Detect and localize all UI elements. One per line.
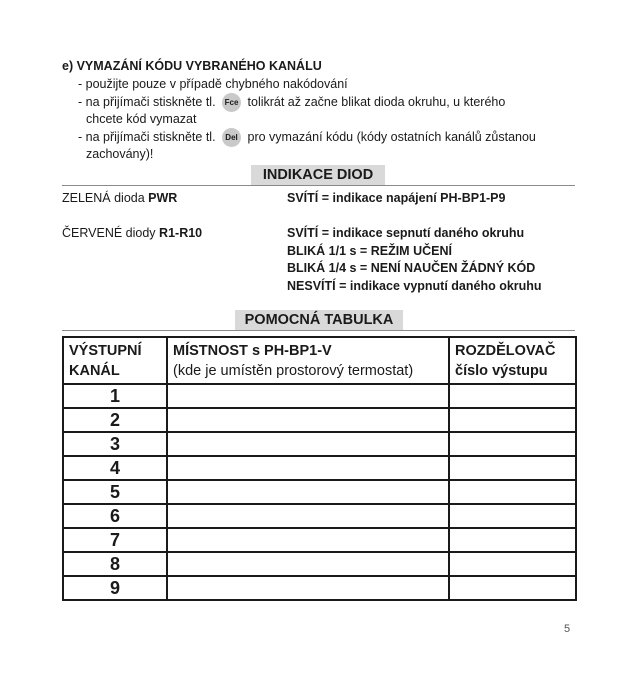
table-row — [63, 408, 576, 432]
section-e-line3-cont: zachovány)! — [86, 147, 154, 161]
red-diode-desc-2: BLIKÁ 1/1 s = REŽIM UČENÍ — [287, 244, 452, 258]
section-e-line2 — [78, 93, 505, 112]
green-diode-desc: SVÍTÍ = indikace napájení PH-BP1-P9 — [287, 191, 506, 205]
output-cell[interactable] — [449, 432, 576, 456]
header-distributor-line2: číslo výstupu — [455, 363, 548, 379]
room-cell[interactable] — [167, 528, 449, 552]
red-diode-label — [62, 225, 202, 242]
row-number: 6 — [63, 504, 167, 528]
table-row — [63, 384, 576, 408]
green-diode-text: ZELENÁ dioda — [62, 191, 149, 205]
room-cell[interactable] — [167, 408, 449, 432]
fce-key-icon: Fce — [222, 93, 241, 112]
output-cell[interactable] — [449, 408, 576, 432]
row-number: 7 — [63, 528, 167, 552]
red-diode-text: ČERVENÉ diody — [62, 226, 160, 240]
row-number: 4 — [63, 456, 167, 480]
indikace-heading: INDIKACE DIOD — [251, 165, 385, 185]
section-e-line2-cont: chcete kód vymazat — [86, 112, 197, 126]
room-cell[interactable] — [167, 576, 449, 600]
helper-table — [62, 336, 577, 601]
tabulka-heading: POMOCNÁ TABULKA — [235, 310, 403, 330]
table-row — [63, 480, 576, 504]
red-diode-desc-4: NESVÍTÍ = indikace vypnutí daného okruhu — [287, 279, 542, 293]
page-number: 5 — [564, 623, 571, 635]
row-number: 8 — [63, 552, 167, 576]
section-e-line3 — [78, 128, 536, 147]
room-cell[interactable] — [167, 432, 449, 456]
header-room-line2: (kde je umístěn prostorový termostat) — [173, 363, 414, 379]
indikace-divider — [62, 185, 575, 186]
header-output-channel-line2: KANÁL — [69, 363, 120, 379]
room-cell[interactable] — [167, 504, 449, 528]
output-cell[interactable] — [449, 552, 576, 576]
header-output-channel — [63, 337, 167, 384]
output-cell[interactable] — [449, 480, 576, 504]
header-room — [167, 337, 449, 384]
red-diode-desc-1: SVÍTÍ = indikace sepnutí daného okruhu — [287, 226, 525, 240]
row-number: 5 — [63, 480, 167, 504]
row-number: 9 — [63, 576, 167, 600]
tabulka-divider — [62, 330, 575, 331]
table-row — [63, 528, 576, 552]
output-cell[interactable] — [449, 384, 576, 408]
output-cell[interactable] — [449, 504, 576, 528]
table-row — [63, 432, 576, 456]
section-e-line2-post: tolikrát až začne blikat dioda okruhu, u kterého — [247, 94, 506, 109]
section-e-line1: - použijte pouze v případě chybného nakódování — [78, 77, 348, 91]
output-cell[interactable] — [449, 528, 576, 552]
table-row — [63, 456, 576, 480]
row-number: 2 — [63, 408, 167, 432]
section-e-title: e) VYMAZÁNÍ KÓDU VYBRANÉHO KANÁLU — [62, 59, 322, 73]
section-e-line3-pre: - na přijímači stiskněte tl. — [78, 129, 216, 144]
header-output-channel-line1: VÝSTUPNÍ — [69, 343, 142, 359]
room-cell[interactable] — [167, 552, 449, 576]
room-cell[interactable] — [167, 384, 449, 408]
header-distributor-line1: ROZDĚLOVAČ — [455, 343, 556, 359]
red-diode-code: R1-R10 — [159, 226, 203, 240]
section-e-line2-pre: - na přijímači stiskněte tl. — [78, 94, 216, 109]
red-diode-desc-3: BLIKÁ 1/4 s = NENÍ NAUČEN ŽÁDNÝ KÓD — [287, 261, 536, 275]
header-room-line1: MÍSTNOST s PH-BP1-V — [173, 343, 332, 359]
green-diode-code: PWR — [148, 191, 178, 205]
table-row — [63, 576, 576, 600]
room-cell[interactable] — [167, 480, 449, 504]
row-number: 1 — [63, 384, 167, 408]
row-number: 3 — [63, 432, 167, 456]
table-row — [63, 552, 576, 576]
table-row — [63, 504, 576, 528]
room-cell[interactable] — [167, 456, 449, 480]
del-key-icon: Del — [222, 128, 241, 147]
green-diode-label — [62, 190, 177, 207]
section-e-line3-post: pro vymazání kódu (kódy ostatních kanálů zůstanou — [247, 129, 536, 144]
output-cell[interactable] — [449, 456, 576, 480]
table-header-row — [63, 337, 576, 384]
header-distributor — [449, 337, 576, 384]
output-cell[interactable] — [449, 576, 576, 600]
